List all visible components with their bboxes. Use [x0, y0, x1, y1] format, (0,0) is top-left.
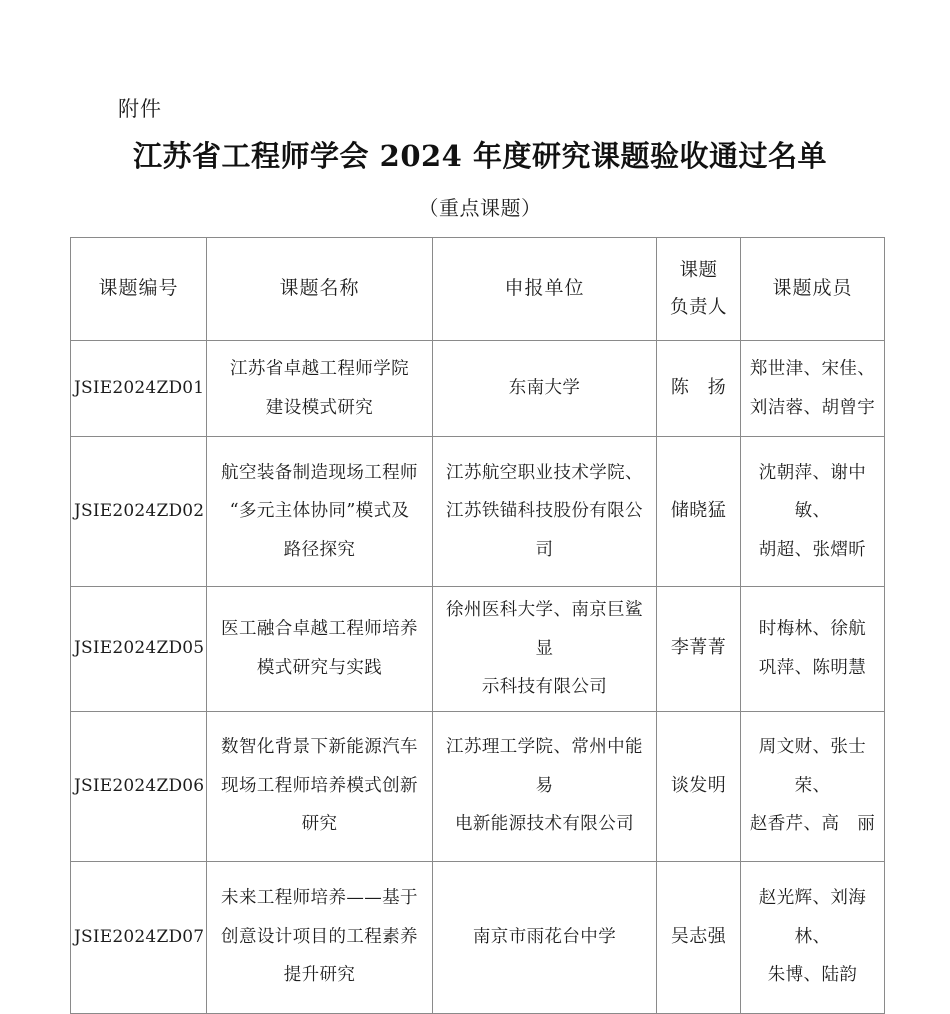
text-line: 研究	[301, 814, 338, 835]
cell-applicant-unit	[433, 861, 657, 1013]
page-subtitle: （重点课题）	[418, 196, 542, 220]
text-line: 周文财、张士荣、	[758, 737, 867, 796]
column-header-leader	[657, 238, 741, 341]
column-header-code: 课题编号	[71, 238, 207, 341]
cell-project-name	[207, 861, 433, 1013]
text-line: 巩萍、陈明慧	[758, 657, 867, 678]
cell-applicant-unit	[433, 711, 657, 861]
text-line: 未来工程师培养——基于	[221, 888, 418, 909]
cell-applicant-unit	[433, 587, 657, 712]
text-line: 建设模式研究	[265, 397, 374, 418]
text-line: 医工融合卓越工程师培养	[221, 619, 418, 640]
table-body	[71, 341, 885, 1014]
cell-project-leader: 李菁菁	[657, 587, 741, 712]
cell-project-members	[741, 437, 885, 587]
project-list-table-container	[70, 237, 884, 1014]
table-row	[71, 341, 885, 437]
text-line: 东南大学	[508, 378, 581, 399]
table-row	[71, 437, 885, 587]
table-row	[71, 711, 885, 861]
text-line: 江苏理工学院、常州中能易	[446, 737, 643, 796]
page-title: 江苏省工程师学会 2024 年度研究课题验收通过名单	[133, 139, 827, 173]
cell-project-leader: 储晓猛	[657, 437, 741, 587]
text-line: 航空装备制造现场工程师	[221, 462, 418, 483]
text-line: 电新能源技术有限公司	[455, 814, 634, 835]
text-line: 江苏航空职业技术学院、	[446, 462, 643, 483]
text-line: 现场工程师培养模式创新	[221, 775, 418, 796]
column-header-leader-line2: 负责人	[669, 297, 727, 318]
cell-project-name	[207, 587, 433, 712]
cell-project-leader: 吴志强	[657, 861, 741, 1013]
text-line: 赵光辉、刘海林、	[758, 888, 867, 947]
text-line: 赵香芹、高 丽	[749, 814, 876, 835]
cell-project-code: JSIE2024ZD05	[71, 587, 207, 712]
cell-project-name	[207, 711, 433, 861]
text-line: 徐州医科大学、南京巨鲨显	[446, 600, 643, 659]
table-header-row	[71, 238, 885, 341]
text-line: 江苏铁锚科技股份有限公司	[446, 501, 643, 560]
column-header-leader-line1: 课题	[679, 260, 718, 281]
cell-project-name	[207, 341, 433, 437]
cell-project-members	[741, 861, 885, 1013]
text-line: 示科技有限公司	[481, 677, 608, 697]
text-line: 创意设计项目的工程素养	[221, 926, 418, 947]
column-header-name: 课题名称	[207, 238, 433, 341]
cell-project-code: JSIE2024ZD01	[71, 341, 207, 437]
text-line: 模式研究与实践	[256, 657, 383, 678]
column-header-member: 课题成员	[741, 238, 885, 341]
column-header-unit: 申报单位	[433, 238, 657, 341]
text-line: 提升研究	[283, 965, 356, 986]
text-line: 郑世津、宋佳、	[749, 359, 876, 379]
text-line: 路径探究	[283, 539, 356, 560]
text-line: 朱博、陆韵	[767, 965, 858, 986]
text-line: 沈朝萍、谢中敏、	[758, 462, 867, 522]
attachment-label: 附件	[118, 97, 162, 121]
text-line: 数智化背景下新能源汽车	[221, 737, 418, 758]
cell-project-members	[741, 341, 885, 437]
cell-applicant-unit	[433, 341, 657, 437]
text-line: 南京市雨花台中学	[472, 926, 617, 947]
text-line: 江苏省卓越工程师学院	[230, 359, 409, 379]
project-list-table	[70, 237, 885, 1014]
table-row	[71, 861, 885, 1013]
cell-project-code: JSIE2024ZD07	[71, 861, 207, 1013]
table-header	[71, 238, 885, 341]
cell-project-members	[741, 587, 885, 712]
text-line: 刘洁蓉、胡曾宇	[749, 397, 876, 418]
text-line: “多元主体协同”模式及	[229, 501, 410, 522]
table-row	[71, 587, 885, 712]
text-line: 时梅林、徐航	[758, 619, 867, 640]
cell-project-name	[207, 437, 433, 587]
text-line: 胡超、张熠昕	[758, 539, 867, 560]
cell-applicant-unit	[433, 437, 657, 587]
cell-project-code: JSIE2024ZD02	[71, 437, 207, 587]
cell-project-members	[741, 711, 885, 861]
cell-project-leader: 陈 扬	[657, 341, 741, 437]
cell-project-code: JSIE2024ZD06	[71, 711, 207, 861]
cell-project-leader: 谈发明	[657, 711, 741, 861]
